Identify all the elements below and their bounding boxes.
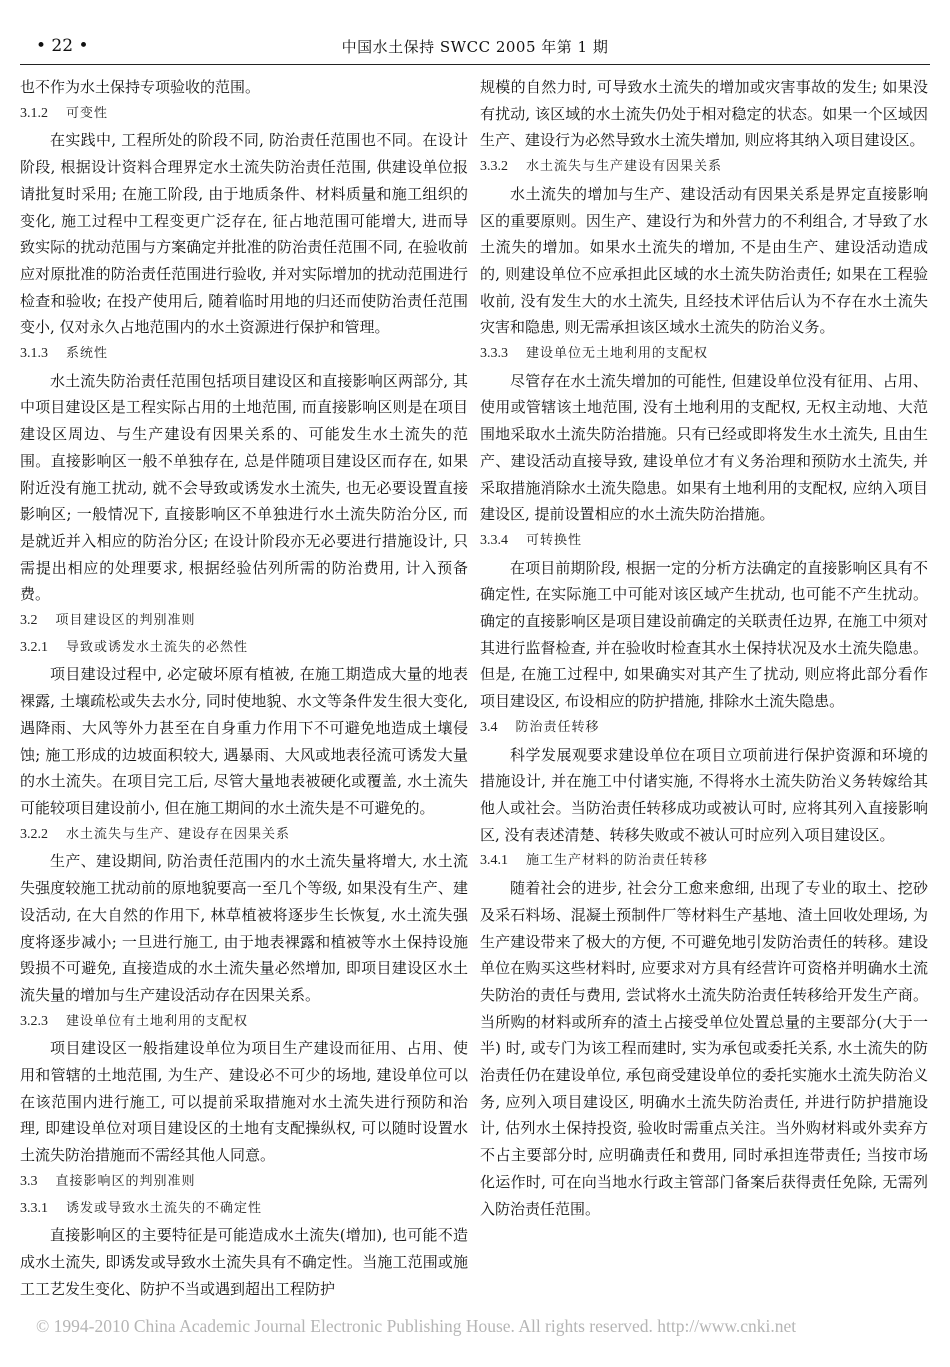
section-title: 直接影响区的判别准则 xyxy=(55,1173,196,1189)
page-number: • 22 • xyxy=(36,36,89,56)
section-number: 3.2 xyxy=(20,613,38,629)
section-title: 水土流失与生产、建设存在因果关系 xyxy=(66,826,291,842)
section-title: 可转换性 xyxy=(526,532,583,548)
journal-title: 中国水土保持 SWCC 2005 年第 1 期 xyxy=(341,38,609,56)
section-heading xyxy=(20,1009,468,1036)
body-paragraph: 项目建设过程中, 必定破坏原有植被, 在施工期造成大量的地表裸露, 土壤疏松或失去水分, 同时使地貌、水文等条件发生很大变化, 遇降雨、大风等外力甚至在自身重力作用下不可避免地造成土壤侵蚀; 施工形成的边坡面积较大, 遇暴雨、大风或地表径流可诱发大量的水土流失。在项目完工后, 尽管大量地表被硬化或覆盖, 水土流失可能较项目建设前小, 但在施工期间的水土流失是不可避免的。 xyxy=(20,665,468,817)
body-paragraph: 也不作为水土保持专项验收的范围。 xyxy=(20,78,261,96)
section-heading xyxy=(480,154,928,181)
section-number: 3.4.1 xyxy=(480,853,508,869)
body-paragraph: 水土流失防治责任范围包括项目建设区和直接影响区两部分, 其中项目建设区是工程实际占用的土地范围, 而直接影响区则是在项目建设区周边、与生产建设有因果关系的、可能发生水土流失的范围。直接影响区一般不单独存在, 总是伴随项目建设区而存在, 如果附近没有施工扰动, 就不会导致或诱发水土流失, 也无必要设置直接影响区; 一般情况下, 直接影响区不单独进行水土流失防治分区, 而是就近并入相应的防治分区; 在设计阶段亦无必要进行措施设计, 只需提出相应的处理要求, 根据经验估列所需的防治费用, 计入预备费。 xyxy=(20,371,468,604)
section-title: 项目建设区的判别准则 xyxy=(55,613,196,629)
section-title: 可变性 xyxy=(66,105,109,121)
body-paragraph: 项目建设区一般指建设单位为项目生产建设而征用、占用、使用和管辖的土地范围, 为生产、建设必不可少的场地, 建设单位可以在该范围内进行施工, 可以提前采取措施对水土流失进行预防和治理, 即建设单位对项目建设区的土地有支配操纵权, 可以随时设置水土流失防治措施而不需经其他人同意。 xyxy=(20,1039,468,1165)
section-title: 施工生产材料的防治责任转移 xyxy=(526,853,709,869)
section-heading xyxy=(20,341,468,368)
section-title: 建设单位有土地利用的支配权 xyxy=(66,1013,249,1029)
body-paragraph: 随着社会的进步, 社会分工愈来愈细, 出现了专业的取土、挖砂及采石料场、混凝土预制件厂等材料生产基地、渣土回收处理场, 为生产建设带来了极大的方便, 不可避免地引发防治责任的转移。建设单位在购买这些材料时, 应要求对方具有经营许可资格并明确水土流失防治的责任与费用, 尝试将水土流失防治责任转移给开发生产商。当所购的材料或所弃的渣土占接受单位处置总量的主要部分(大于一半) 时, 或专门为该工程而建时, 实为承包或委托关系, 水土流失的防治责任仍在建设单位, 承包商受建设单位的委托实施水土流失防治义务, 应列入项目建设区, 明确水土流失防治责任, 并进行防护措施设计, 估列水土保持投资, 验收时需重点关注。当外购材料或外卖弃方不占主要部分时, 应明确责任和费用, 同时承担连带责任; 当按市场化运作时, 可在向当地水行政主管部门备案后获得责任免除, 无需列入防治责任范围。 xyxy=(480,879,928,1218)
body-paragraph: 水土流失的增加与生产、建设活动有因果关系是界定直接影响区的重要原则。因生产、建设行为和外营力的不利组合, 才导致了水土流失的增加。如果水土流失的增加, 不是由生产、建设活动造成的, 则建设单位不应承担此区域的水土流失防治责任; 如果在工程验收前, 没有发生大的水土流失, 且经技术评估后认为不存在水土流失灾害和隐患, 则无需承担该区域水土流失的防治义务。 xyxy=(480,184,928,337)
page-header xyxy=(0,0,950,70)
section-number: 3.3.2 xyxy=(480,159,508,175)
section-number: 3.1.3 xyxy=(20,346,48,362)
section-number: 3.4 xyxy=(480,719,498,735)
left-column xyxy=(20,74,468,1302)
section-heading xyxy=(20,1169,468,1196)
section-heading xyxy=(480,848,928,875)
section-title: 建设单位无土地利用的支配权 xyxy=(526,346,709,362)
section-title: 诱发或导致水土流失的不确定性 xyxy=(66,1200,263,1216)
section-heading xyxy=(480,715,928,742)
section-heading xyxy=(20,635,468,662)
body-paragraph: 直接影响区的主要特征是可能造成水土流失(增加), 也可能不造成水土流失, 即诱发或导致水土流失具有不确定性。当施工范围或施工工艺发生变化、防护不当或遇到超出工程防护 xyxy=(20,1226,468,1298)
section-heading xyxy=(20,822,468,849)
section-number: 3.3 xyxy=(20,1173,38,1189)
section-title: 防治责任转移 xyxy=(515,719,600,735)
body-paragraph: 尽管存在水土流失增加的可能性, 但建设单位没有征用、占用、使用或管辖该土地范围, 没有土地利用的支配权, 无权主动地、大范围地采取水土流失防治措施。只有已经或即将发生水土流失, 且由生产、建设活动直接导致, 建设单位才有义务治理和预防水土流失, 并采取措施消除水土流失隐患。如果有土地利用的支配权, 应纳入项目建设区, 提前设置相应的水土流失防治措施。 xyxy=(480,371,928,524)
section-number: 3.2.3 xyxy=(20,1013,48,1029)
body-paragraph: 在项目前期阶段, 根据一定的分析方法确定的直接影响区具有不确定性, 在实际施工中可能对该区域产生扰动, 也可能不产生扰动。确定的直接影响区是项目建设前确定的关联责任边界, 在施工中须对其进行监督检查, 并在验收时检查其水土保持状况及水土流失隐患。但是, 在施工过程中, 如果确实对其产生了扰动, 则应将此部分看作项目建设区, 布设相应的防护措施, 排除水土流失隐患。 xyxy=(480,558,928,711)
copyright-footer: © 1994-2010 China Academic Journal Electronic Publishing House. All rights reserved. http://www.cnki.net xyxy=(36,1316,797,1336)
section-heading xyxy=(480,528,928,555)
section-number: 3.3.1 xyxy=(20,1200,48,1216)
section-number: 3.2.2 xyxy=(20,826,48,842)
header-rule xyxy=(20,64,930,65)
section-number: 3.3.3 xyxy=(480,346,508,362)
section-title: 导致或诱发水土流失的必然性 xyxy=(66,639,249,655)
section-title: 系统性 xyxy=(66,346,109,362)
body-paragraph: 生产、建设期间, 防治责任范围内的水土流失量将增大, 水土流失强度较施工扰动前的原地貌要高一至几个等级, 如果没有生产、建设活动, 在大自然的作用下, 林草植被将逐步生长恢复, 水土流失强度将逐步减小; 一旦进行施工, 由于地表裸露和植被等水土保持设施毁损不可避免, 直接造成的水土流失量必然增加, 即项目建设区水土流失量的增加与生产建设活动存在因果关系。 xyxy=(20,852,468,1004)
section-title: 水土流失与生产建设有因果关系 xyxy=(526,159,723,175)
section-number: 3.1.2 xyxy=(20,105,48,121)
section-heading xyxy=(20,101,468,128)
section-heading xyxy=(480,341,928,368)
section-heading xyxy=(20,608,468,635)
body-paragraph: 规模的自然力时, 可导致水土流失的增加或灾害事故的发生; 如果没有扰动, 该区域的水土流失仍处于相对稳定的状态。如果一个区域因生产、建设行为必然导致水土流失增加, 则应将其纳入项目建设区。 xyxy=(480,78,928,150)
section-number: 3.2.1 xyxy=(20,639,48,655)
section-heading xyxy=(20,1196,468,1223)
section-number: 3.3.4 xyxy=(480,532,508,548)
body-paragraph: 科学发展观要求建设单位在项目立项前进行保护资源和环境的措施设计, 并在施工中付诸实施, 不得将水土流失防治义务转嫁给其他人或社会。当防治责任转移成功或被认可时, 应将其列入直接影响区, 没有表述清楚、转移失败或不被认可时应列入项目建设区。 xyxy=(480,745,928,844)
body-paragraph: 在实践中, 工程所处的阶段不同, 防治责任范围也不同。在设计阶段, 根据设计资料合理界定水土流失防治责任范围, 供建设单位报请批复时采用; 在施工阶段, 由于地质条件、材料质量和施工组织的变化, 施工过程中工程变更广泛存在, 征占地范围可能增大, 进而导致实际的扰动范围与方案确定并批准的防治责任范围不同, 在验收前应对原批准的防治责任范围进行验收, 并对实际增加的扰动范围进行检查和验收; 在投产使用后, 随着临时用地的归还而使防治责任范围变小, 仅对永久占地范围内的水土资源进行保护和管理。 xyxy=(20,131,468,337)
right-column xyxy=(480,74,928,1222)
